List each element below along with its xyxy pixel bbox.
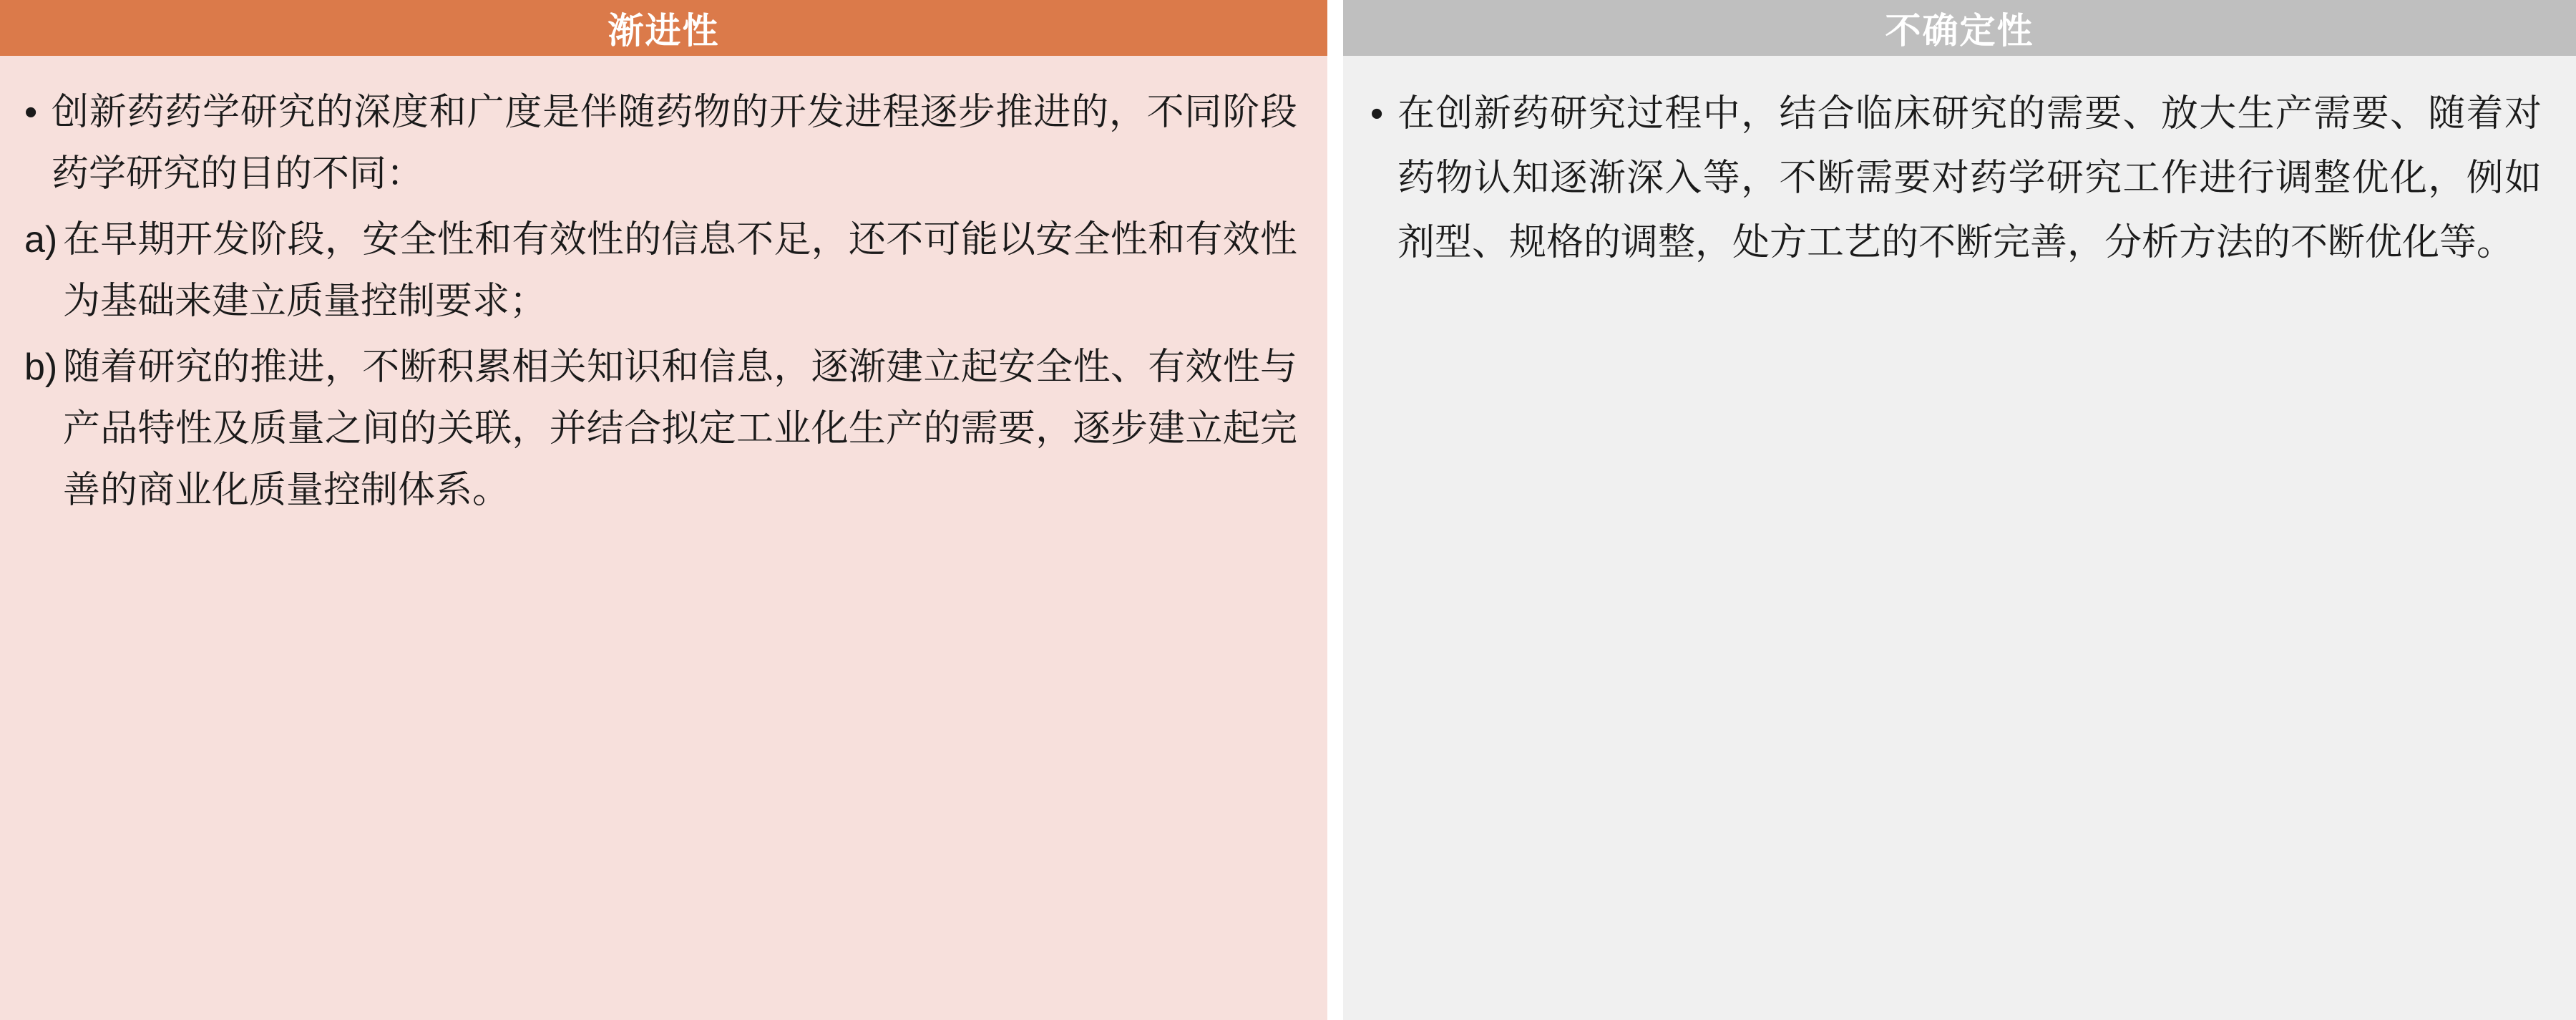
list-item-text: 创新药药学研究的深度和广度是伴随药物的开发进程逐步推进的，不同阶段药学研究的目的不同： xyxy=(52,92,1297,195)
list-item-marker: a) xyxy=(24,219,58,261)
bullet-dot-icon: • xyxy=(24,92,38,133)
column-divider xyxy=(1327,0,1343,1020)
column-uncertainty xyxy=(1343,0,2576,1020)
list-item xyxy=(1370,82,2542,275)
list-item-text: 在早期开发阶段，安全性和有效性的信息不足，还不可能以安全性和有效性为基础来建立质量控制要求； xyxy=(63,219,1297,322)
column-uncertainty-title: 不确定性 xyxy=(1885,11,2034,51)
list-item xyxy=(24,82,1297,205)
column-uncertainty-body xyxy=(1343,56,2576,1020)
column-gradual-header xyxy=(0,0,1327,56)
bullet-dot-icon: • xyxy=(1370,93,1384,135)
list-item xyxy=(24,209,1297,332)
list-item xyxy=(24,336,1297,521)
column-gradual-body xyxy=(0,56,1327,1020)
list-item-marker: b) xyxy=(24,346,58,388)
column-gradual-title: 渐进性 xyxy=(608,11,720,51)
list-item-text: 随着研究的推进，不断积累相关知识和信息，逐渐建立起安全性、有效性与产品特性及质量之间的关联，并结合拟定工业化生产的需要，逐步建立起完善的商业化质量控制体系。 xyxy=(63,346,1297,511)
column-uncertainty-header xyxy=(1343,0,2576,56)
list-item-text: 在创新药研究过程中，结合临床研究的需要、放大生产需要、随着对药物认知逐渐深入等，不断需要对药学研究工作进行调整优化，例如剂型、规格的调整，处方工艺的不断完善，分析方法的不断优化等。 xyxy=(1397,93,2542,263)
